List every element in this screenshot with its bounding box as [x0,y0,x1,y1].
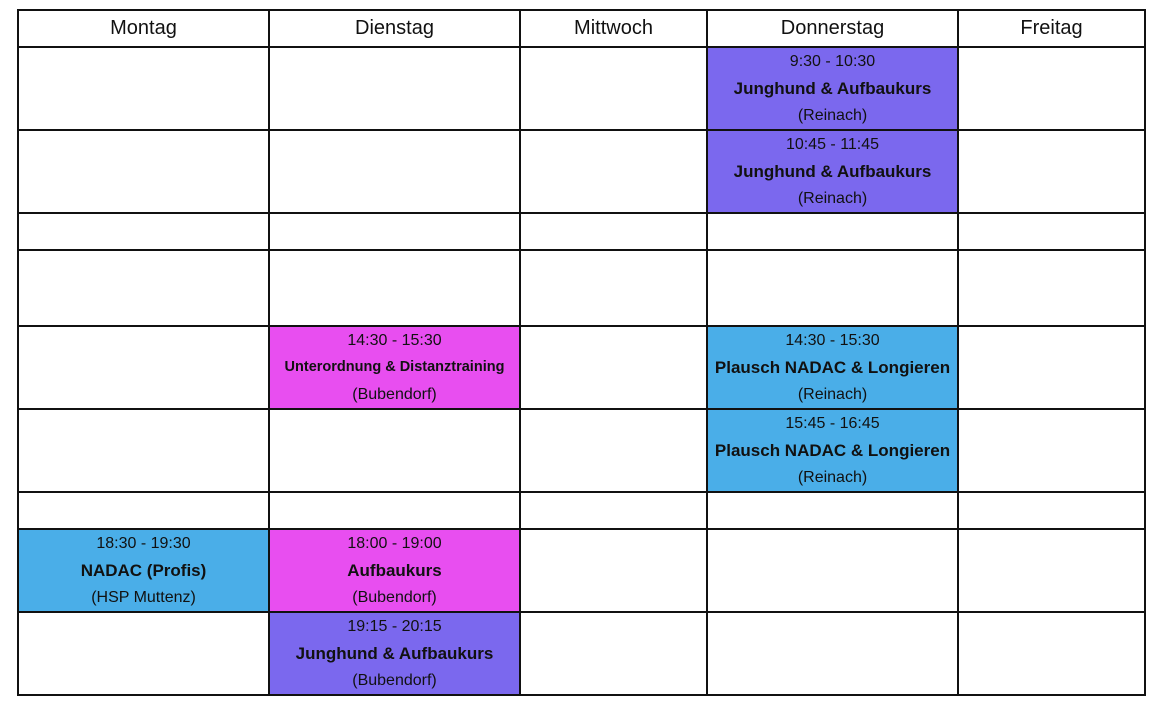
event-location: (Bubendorf) [352,386,437,403]
event-time: 15:45 - 16:45 [785,415,880,432]
empty-cell [18,250,269,326]
empty-cell [18,326,269,409]
schedule-row [18,326,1145,409]
empty-cell [520,213,707,250]
empty-cell [269,409,520,492]
event-cell-dienstag-1430 [269,326,520,409]
empty-cell [520,47,707,130]
event-title: Aufbaukurs [347,561,442,580]
day-header-dienstag: Dienstag [269,10,520,47]
empty-cell [269,47,520,130]
schedule-row [18,529,1145,612]
event-cell-donnerstag-1545 [707,409,958,492]
empty-cell [958,326,1145,409]
schedule-row [18,47,1145,130]
event-cell-dienstag-1800 [269,529,520,612]
event-title: Plausch NADAC & Longieren [714,358,951,377]
empty-cell [520,409,707,492]
empty-cell [520,612,707,695]
event-cell-dienstag-1915 [269,612,520,695]
empty-cell [958,130,1145,213]
empty-cell [269,213,520,250]
schedule-row [18,409,1145,492]
event-location: (HSP Muttenz) [91,589,196,606]
event-location: (Reinach) [797,190,868,207]
event-time: 18:00 - 19:00 [347,535,442,552]
empty-cell [269,250,520,326]
schedule-row [18,492,1145,529]
empty-cell [958,529,1145,612]
schedule-row [18,612,1145,695]
event-location: (Reinach) [797,386,868,403]
event-location: (Reinach) [797,469,868,486]
event-cell-montag-1830 [18,529,269,612]
schedule-row [18,130,1145,213]
event-cell-donnerstag-0930 [707,47,958,130]
empty-cell [707,250,958,326]
event-cell-donnerstag-1430 [707,326,958,409]
day-header-mittwoch: Mittwoch [520,10,707,47]
empty-cell [707,213,958,250]
empty-cell [958,47,1145,130]
event-title: Junghund & Aufbaukurs [295,644,494,663]
empty-cell [269,492,520,529]
event-title: NADAC (Profis) [80,561,207,580]
event-time: 18:30 - 19:30 [96,535,191,552]
empty-cell [18,130,269,213]
empty-cell [520,326,707,409]
day-header-donnerstag: Donnerstag [707,10,958,47]
event-time: 9:30 - 10:30 [789,53,876,70]
empty-cell [18,492,269,529]
event-title: Unterordnung & Distanztraining [284,359,505,375]
schedule-row [18,250,1145,326]
empty-cell [18,213,269,250]
empty-cell [520,130,707,213]
empty-cell [707,492,958,529]
header-row [18,10,1145,47]
day-header-montag: Montag [18,10,269,47]
event-title: Junghund & Aufbaukurs [733,162,932,181]
event-location: (Bubendorf) [352,672,437,689]
event-cell-donnerstag-1045 [707,130,958,213]
event-time: 19:15 - 20:15 [347,618,442,635]
empty-cell [520,492,707,529]
schedule-row [18,213,1145,250]
empty-cell [958,612,1145,695]
event-location: (Bubendorf) [352,589,437,606]
event-title: Junghund & Aufbaukurs [733,79,932,98]
empty-cell [18,47,269,130]
event-location: (Reinach) [797,107,868,124]
event-time: 14:30 - 15:30 [785,332,880,349]
empty-cell [707,529,958,612]
empty-cell [269,130,520,213]
empty-cell [707,612,958,695]
empty-cell [958,409,1145,492]
empty-cell [18,409,269,492]
event-time: 14:30 - 15:30 [347,332,442,349]
empty-cell [520,529,707,612]
event-title: Plausch NADAC & Longieren [714,441,951,460]
event-time: 10:45 - 11:45 [785,136,880,153]
weekly-schedule-table [17,9,1146,696]
empty-cell [958,492,1145,529]
empty-cell [958,213,1145,250]
day-header-freitag: Freitag [958,10,1145,47]
empty-cell [18,612,269,695]
empty-cell [520,250,707,326]
empty-cell [958,250,1145,326]
